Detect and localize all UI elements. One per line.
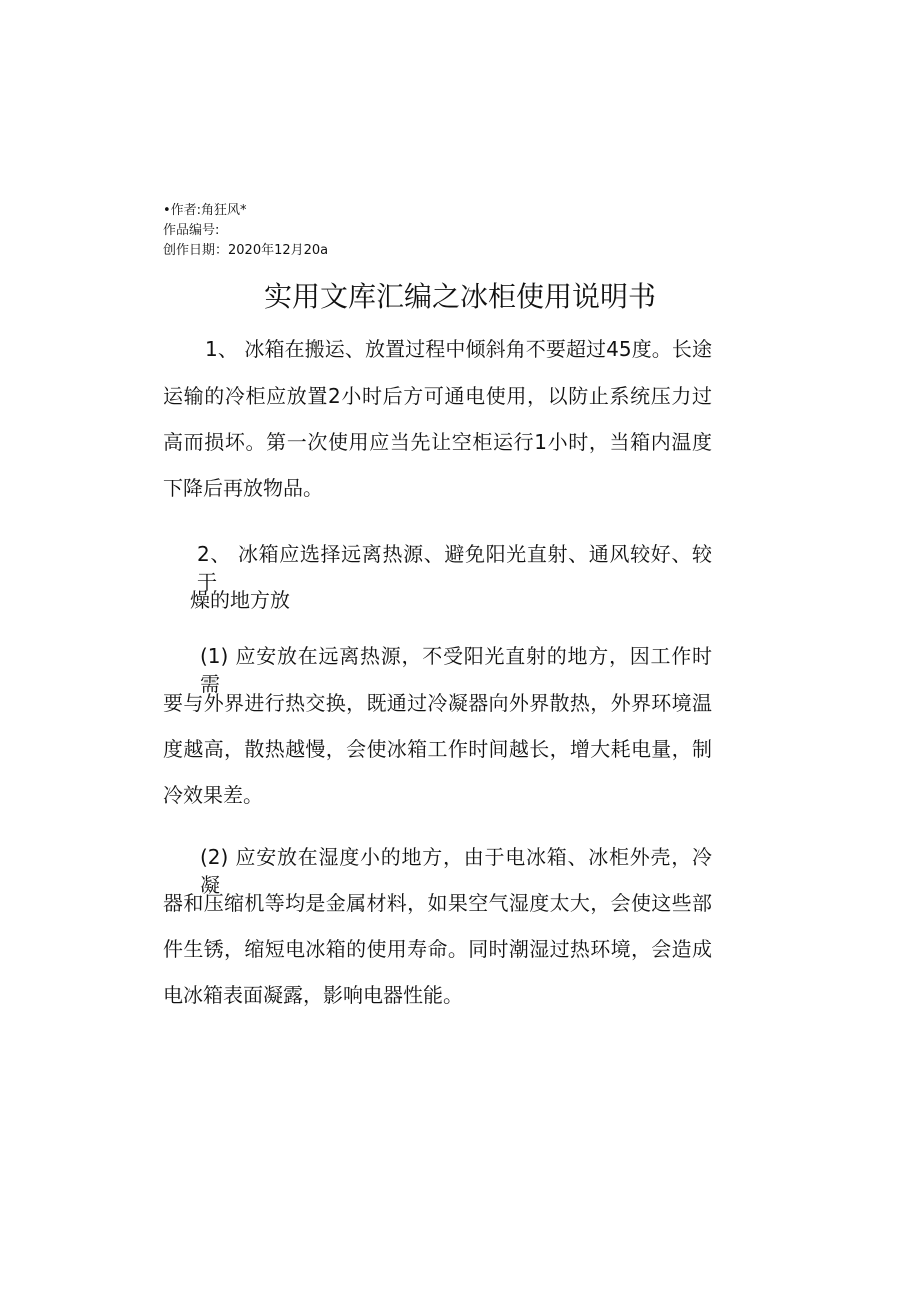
text-line: 燥的地方放 <box>190 588 290 612</box>
creation-date-line: 创作日期：2020年12月20a <box>163 243 329 258</box>
text-line: 要与外界进行热交换，既通过冷凝器向外界散热，外界环境温 <box>163 691 712 715</box>
document-title: 实用文库汇编之冰柜使用说明书 <box>263 280 656 313</box>
text-line: 电冰箱表面凝露，影响电器性能。 <box>163 983 463 1007</box>
text-line: 高而损坏。第一次使用应当先让空柜运行1小时，当箱内温度 <box>163 430 712 454</box>
text-line: 1、 冰箱在搬运、放置过程中倾斜角不要超过45度。长途 <box>205 337 712 361</box>
text-line: 器和压缩机等均是金属材料，如果空气湿度太大，会使这些部 <box>163 891 712 915</box>
work-number-line: 作品编号: <box>163 223 220 238</box>
text-line: (2) 应安放在湿度小的地方，由于电冰箱、冰柜外壳，冷凝 <box>200 845 712 897</box>
text-line: 冷效果差。 <box>163 783 263 807</box>
text-line: 度越高，散热越慢，会使冰箱工作时间越长，增大耗电量，制 <box>163 737 712 761</box>
text-line: (1) 应安放在远离热源，不受阳光直射的地方，因工作时需 <box>200 644 712 696</box>
text-line: 件生锈，缩短电冰箱的使用寿命。同时潮湿过热环境，会造成 <box>163 937 712 961</box>
text-line: 运输的冷柜应放置2小时后方可通电使用，以防止系统压力过 <box>163 384 712 408</box>
author-line: •作者:角狂风* <box>163 203 247 218</box>
text-line: 下降后再放物品。 <box>163 476 323 500</box>
text-line: 2、 冰箱应选择远离热源、避免阳光直射、通风较好、较干 <box>197 542 712 594</box>
